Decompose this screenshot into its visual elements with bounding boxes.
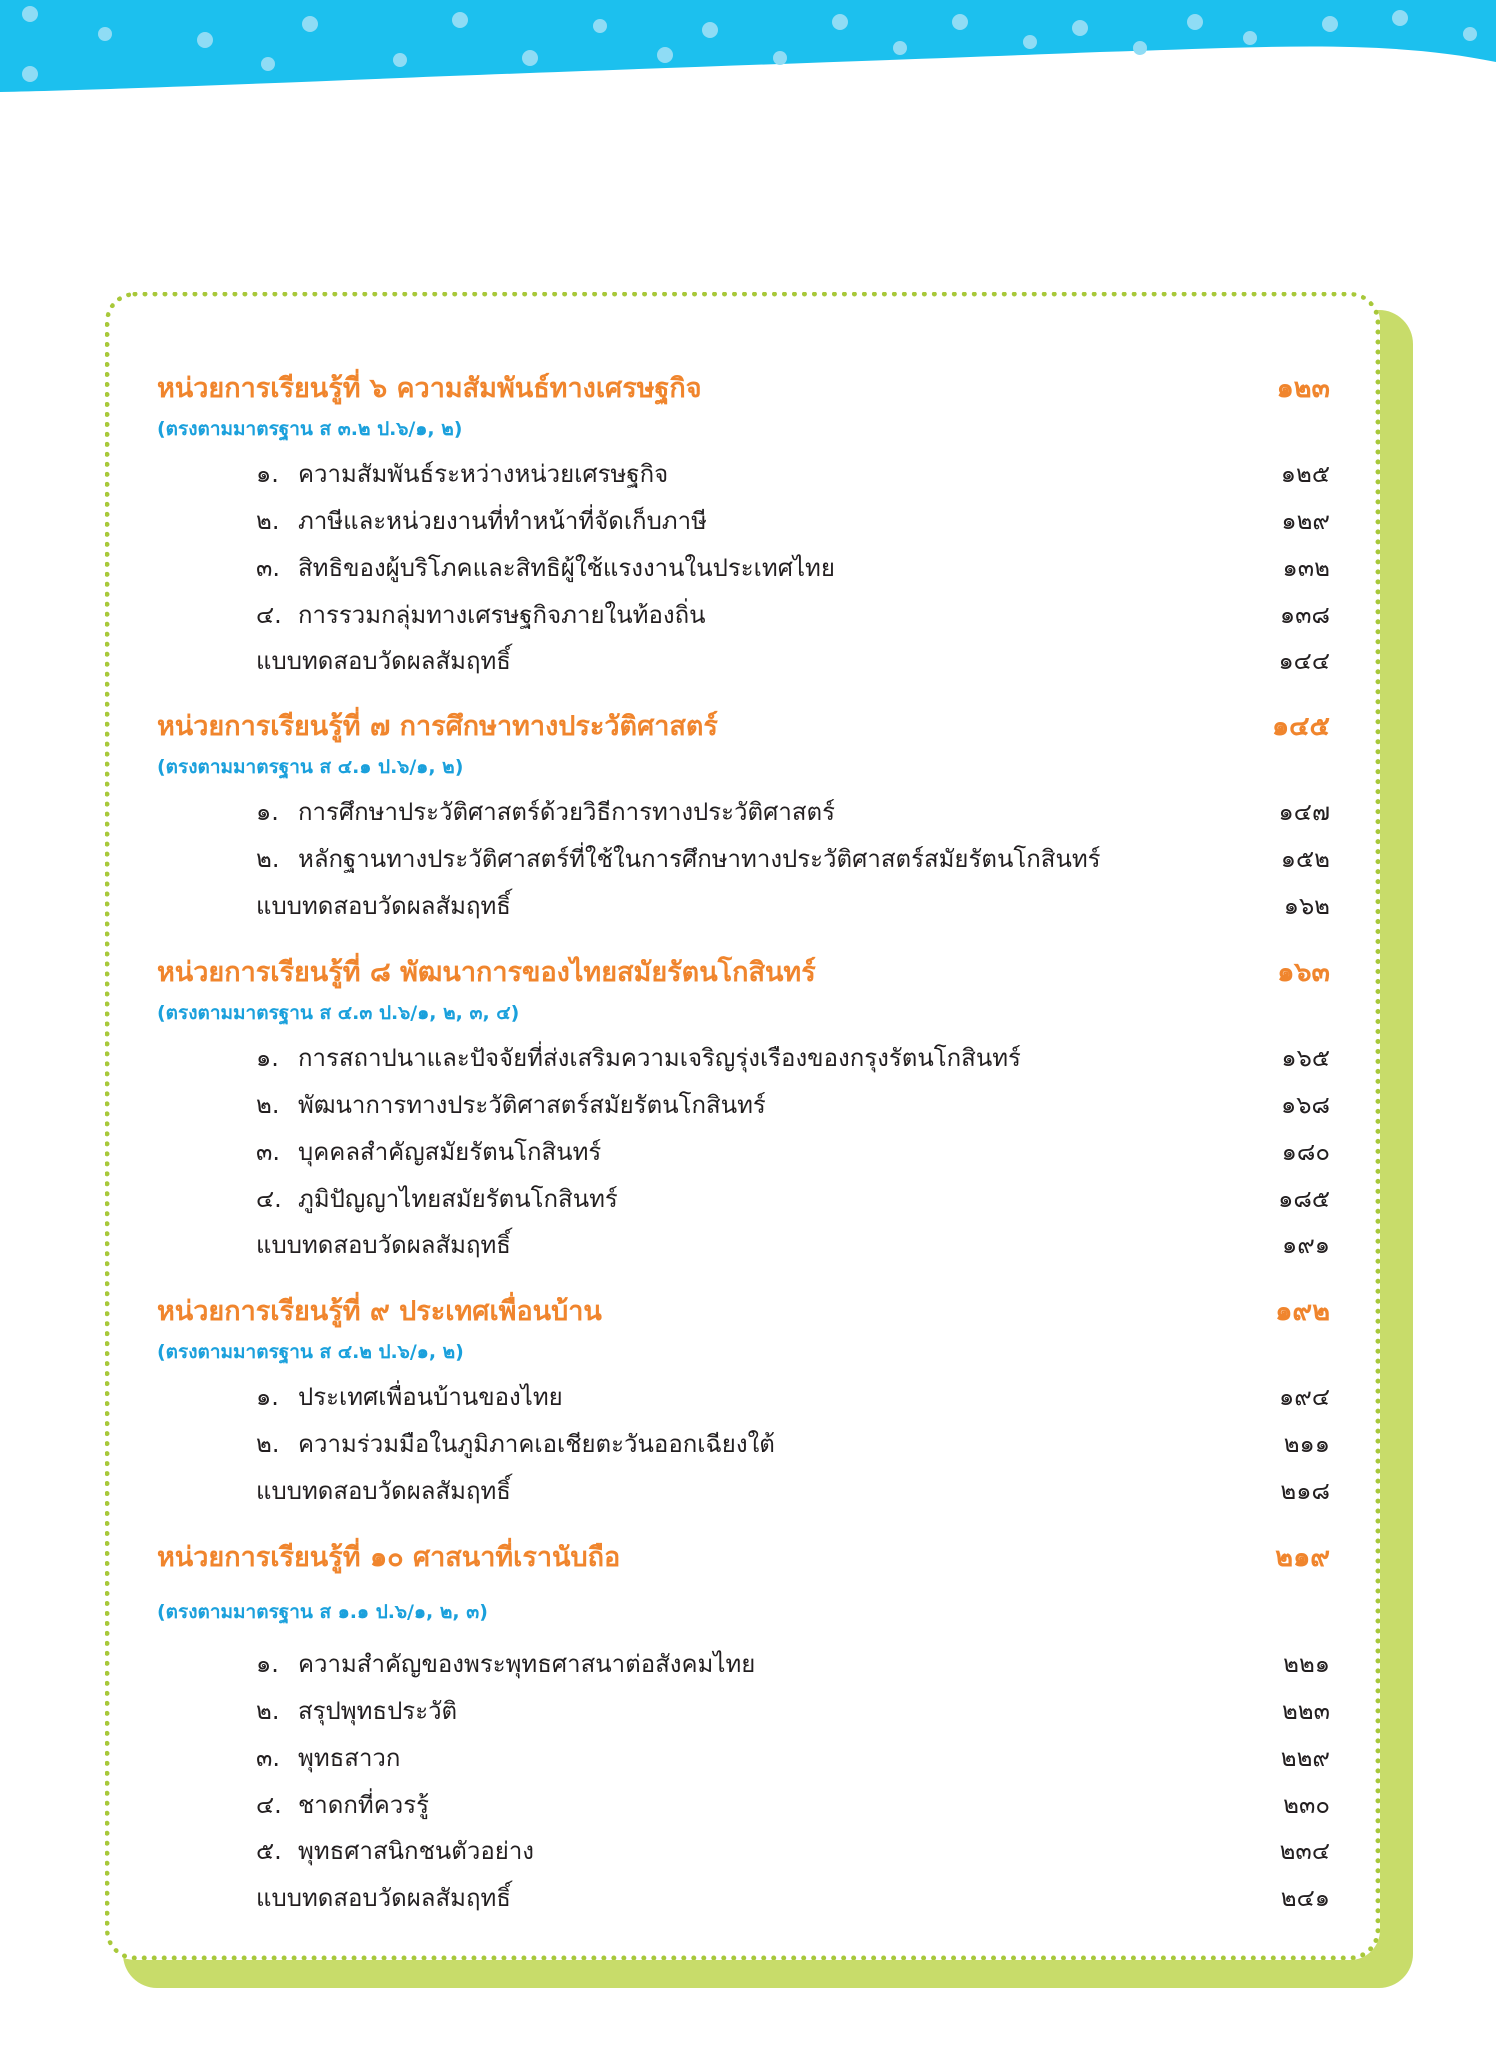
item-number: ๓. — [256, 554, 281, 582]
unit-standard-row — [0, 752, 1496, 792]
item-title: สรุปพุทธประวัติ — [298, 1697, 458, 1725]
unit-header — [0, 707, 1496, 747]
banner-wave — [0, 0, 1496, 92]
item-number: ๔. — [256, 1791, 282, 1819]
item-title: พัฒนาการทางประวัติศาสตร์สมัยรัตนโกสินทร์ — [298, 1091, 766, 1119]
item-page: ๑๕๒ — [1280, 845, 1330, 873]
item-number: ๑. — [256, 1383, 279, 1411]
unit-standard: (ตรงตามมาตรฐาน ส ๑.๑ ป.๖/๑, ๒, ๓) — [157, 1601, 488, 1623]
item-page: ๑๖๒ — [1283, 892, 1330, 920]
item-title: ภาษีและหน่วยงานที่ทำหน้าที่จัดเก็บภาษี — [298, 507, 707, 535]
item-page: ๑๒๙ — [1281, 507, 1330, 535]
item-number: ๔. — [256, 1185, 282, 1213]
item-page: ๑๖๕ — [1281, 1044, 1330, 1072]
unit-title: หน่วยการเรียนรู้ที่ ๖ ความสัมพันธ์ทางเศรษฐกิจ — [157, 373, 702, 404]
unit-standard: (ตรงตามมาตรฐาน ส ๔.๓ ป.๖/๑, ๒, ๓, ๔) — [157, 1002, 520, 1024]
toc-item — [0, 839, 1496, 879]
unit-standard: (ตรงตามมาตรฐาน ส ๓.๒ ป.๖/๑, ๒) — [157, 418, 463, 440]
item-page: ๑๙๑ — [1281, 1231, 1330, 1259]
unit-header — [0, 1538, 1496, 1578]
unit-title: หน่วยการเรียนรู้ที่ ๘ พัฒนาการของไทยสมัยรัตนโกสินทร์ — [157, 957, 816, 988]
unit-page: ๑๔๕ — [1271, 711, 1330, 742]
item-title: ความร่วมมือในภูมิภาคเอเชียตะวันออกเฉียงใต้ — [298, 1430, 775, 1458]
unit-page: ๑๖๓ — [1277, 957, 1330, 988]
item-title: ภูมิปัญญาไทยสมัยรัตนโกสินทร์ — [298, 1185, 618, 1213]
toc-item — [0, 1179, 1496, 1219]
item-number: ๓. — [256, 1138, 281, 1166]
item-number: ๒. — [256, 1091, 280, 1119]
toc-item — [0, 1038, 1496, 1078]
item-page: ๑๔๗ — [1278, 798, 1330, 826]
item-title: การรวมกลุ่มทางเศรษฐกิจภายในท้องถิ่น — [298, 601, 706, 629]
toc-item — [0, 1691, 1496, 1731]
item-title: ความสำคัญของพระพุทธศาสนาต่อสังคมไทย — [298, 1650, 756, 1678]
unit-standard-row — [0, 998, 1496, 1038]
toc-item — [0, 548, 1496, 588]
item-page: ๒๓๔ — [1279, 1837, 1330, 1865]
item-page: ๒๓๐ — [1283, 1791, 1330, 1819]
item-page: ๒๑๑ — [1283, 1430, 1330, 1458]
item-title: สิทธิของผู้บริโภคและสิทธิผู้ใช้แรงงานในประเทศไทย — [298, 554, 835, 582]
toc-item — [0, 1424, 1496, 1464]
item-title: ประเทศเพื่อนบ้านของไทย — [298, 1383, 563, 1411]
item-page: ๒๒๑ — [1283, 1650, 1330, 1678]
toc-item — [0, 454, 1496, 494]
toc-item — [0, 1644, 1496, 1684]
item-number: ๔. — [256, 601, 282, 629]
toc-item-test — [0, 1471, 1496, 1511]
item-title: พุทธศาสนิกชนตัวอย่าง — [298, 1837, 535, 1865]
unit-page: ๑๙๒ — [1275, 1296, 1330, 1327]
item-title: พุทธสาวก — [298, 1744, 401, 1772]
unit-page: ๑๒๓ — [1276, 373, 1330, 404]
unit-standard-row — [0, 414, 1496, 454]
item-title: แบบทดสอบวัดผลสัมฤทธิ์ — [256, 1477, 511, 1505]
item-title: ชาดกที่ควรรู้ — [298, 1791, 430, 1819]
toc-item — [0, 1377, 1496, 1417]
toc-item — [0, 1785, 1496, 1825]
item-title: บุคคลสำคัญสมัยรัตนโกสินทร์ — [298, 1138, 602, 1166]
item-page: ๑๒๕ — [1280, 460, 1330, 488]
toc-item — [0, 501, 1496, 541]
item-number: ๑. — [256, 1044, 279, 1072]
toc-item — [0, 595, 1496, 635]
item-page: ๑๓๘ — [1279, 601, 1330, 629]
toc-item-test — [0, 886, 1496, 926]
item-title: แบบทดสอบวัดผลสัมฤทธิ์ — [256, 892, 511, 920]
toc-item — [0, 1831, 1496, 1871]
item-title: แบบทดสอบวัดผลสัมฤทธิ์ — [256, 647, 511, 675]
item-number: ๑. — [256, 460, 279, 488]
unit-title: หน่วยการเรียนรู้ที่ ๗ การศึกษาทางประวัติศาสตร์ — [157, 711, 718, 742]
unit-page: ๒๑๙ — [1275, 1542, 1330, 1573]
item-number: ๑. — [256, 798, 279, 826]
item-page: ๒๔๑ — [1280, 1884, 1330, 1912]
item-page: ๑๓๒ — [1282, 554, 1330, 582]
item-title: แบบทดสอบวัดผลสัมฤทธิ์ — [256, 1231, 511, 1259]
item-number: ๓. — [256, 1744, 281, 1772]
toc-item-test — [0, 641, 1496, 681]
item-number: ๑. — [256, 1650, 279, 1678]
item-page: ๑๔๔ — [1278, 647, 1330, 675]
item-title: หลักฐานทางประวัติศาสตร์ที่ใช้ในการศึกษาทางประวัติศาสตร์สมัยรัตนโกสินทร์ — [298, 845, 1101, 873]
item-page: ๒๒๓ — [1281, 1697, 1330, 1725]
item-number: ๒. — [256, 1430, 280, 1458]
item-page: ๒๒๙ — [1280, 1744, 1330, 1772]
item-title: การศึกษาประวัติศาสตร์ด้วยวิธีการทางประวัติศาสตร์ — [298, 798, 835, 826]
top-wave-banner — [0, 0, 1496, 110]
toc-item-test — [0, 1878, 1496, 1918]
unit-title: หน่วยการเรียนรู้ที่ ๑๐ ศาสนาที่เรานับถือ — [157, 1542, 621, 1573]
toc-item — [0, 1738, 1496, 1778]
item-number: ๒. — [256, 507, 280, 535]
item-number: ๒. — [256, 1697, 280, 1725]
item-page: ๑๖๘ — [1281, 1091, 1330, 1119]
item-title: แบบทดสอบวัดผลสัมฤทธิ์ — [256, 1884, 511, 1912]
item-page: ๑๘๕ — [1278, 1185, 1330, 1213]
unit-header — [0, 953, 1496, 993]
toc-item — [0, 1085, 1496, 1125]
item-number: ๕. — [256, 1837, 282, 1865]
unit-header — [0, 1292, 1496, 1332]
unit-standard-row — [0, 1337, 1496, 1377]
item-page: ๑๘๐ — [1281, 1138, 1330, 1166]
unit-standard-row — [0, 1597, 1496, 1637]
item-number: ๒. — [256, 845, 280, 873]
unit-standard: (ตรงตามมาตรฐาน ส ๔.๑ ป.๖/๑, ๒) — [157, 756, 464, 778]
item-title: การสถาปนาและปัจจัยที่ส่งเสริมความเจริญรุ่งเรืองของกรุงรัตนโกสินทร์ — [298, 1044, 1021, 1072]
unit-standard: (ตรงตามมาตรฐาน ส ๔.๒ ป.๖/๑, ๒) — [157, 1341, 464, 1363]
item-page: ๒๑๘ — [1280, 1477, 1330, 1505]
toc-item — [0, 792, 1496, 832]
unit-title: หน่วยการเรียนรู้ที่ ๙ ประเทศเพื่อนบ้าน — [157, 1296, 602, 1327]
unit-header — [0, 369, 1496, 409]
toc-item-test — [0, 1225, 1496, 1265]
item-title: ความสัมพันธ์ระหว่างหน่วยเศรษฐกิจ — [298, 460, 669, 488]
item-page: ๑๙๔ — [1279, 1383, 1330, 1411]
toc-item — [0, 1132, 1496, 1172]
